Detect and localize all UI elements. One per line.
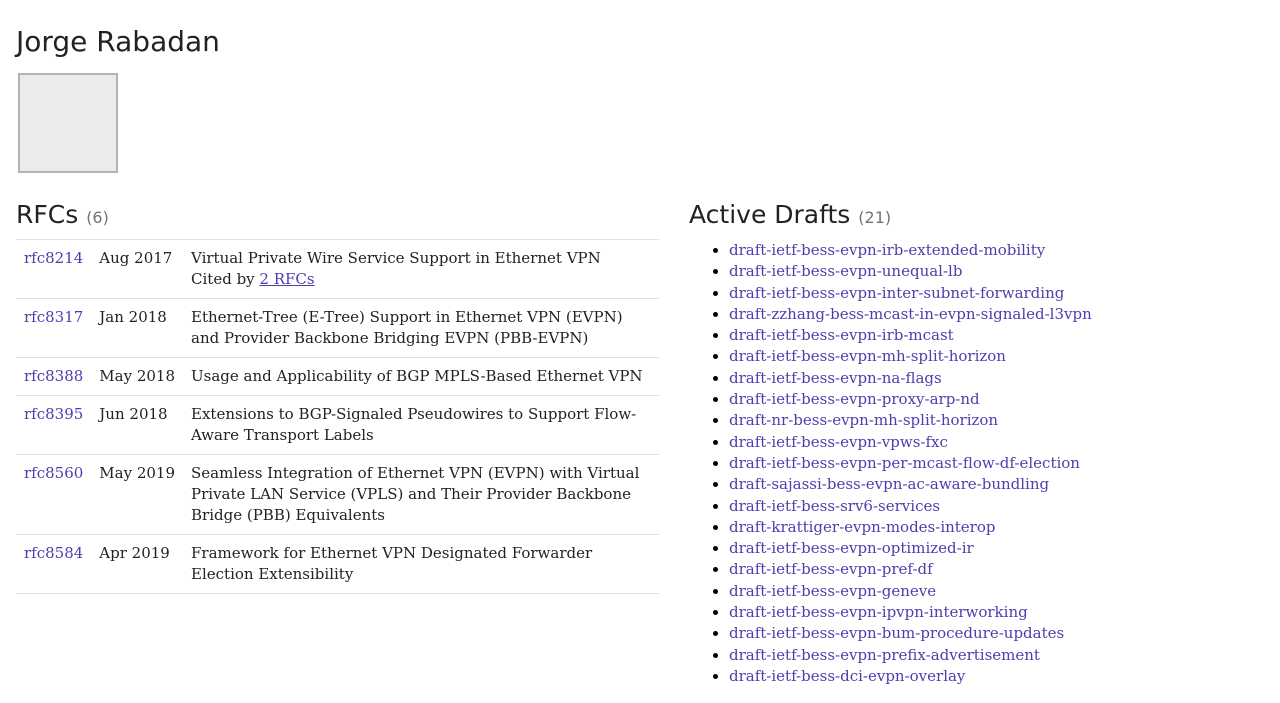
draft-link[interactable]: draft-ietf-bess-evpn-pref-df <box>729 560 933 579</box>
draft-link[interactable]: draft-ietf-bess-evpn-mh-split-horizon <box>729 347 1006 366</box>
list-item <box>729 368 1092 389</box>
draft-link[interactable]: draft-ietf-bess-evpn-vpws-fxc <box>729 432 948 451</box>
draft-link[interactable]: draft-zzhang-bess-mcast-in-evpn-signaled-l3vpn <box>729 304 1092 323</box>
draft-link[interactable]: draft-ietf-bess-evpn-irb-mcast <box>729 326 954 345</box>
table-row <box>16 535 659 594</box>
rfc-title: Extensions to BGP-Signaled Pseudowires to Support Flow-Aware Transport Labels <box>183 396 659 455</box>
list-item <box>729 559 1092 580</box>
list-item <box>729 325 1092 346</box>
rfc-link[interactable]: rfc8395 <box>24 405 84 423</box>
draft-link[interactable]: draft-ietf-bess-evpn-prefix-advertisement <box>729 645 1040 664</box>
table-row <box>16 396 659 455</box>
list-item <box>729 538 1092 559</box>
drafts-heading <box>689 199 891 234</box>
rfc-link[interactable]: rfc8317 <box>24 308 84 326</box>
rfc-date: Apr 2019 <box>91 535 183 594</box>
rfc-title: Seamless Integration of Ethernet VPN (EVPN) with Virtual Private LAN Service (VPLS) and Their Provider Backbone Bridge (PBB) Equivalents <box>183 455 659 535</box>
draft-link[interactable]: draft-ietf-bess-evpn-optimized-ir <box>729 539 974 558</box>
list-item <box>729 240 1092 261</box>
table-row <box>16 299 659 358</box>
rfc-link[interactable]: rfc8388 <box>24 367 84 385</box>
list-item <box>729 283 1092 304</box>
list-item <box>729 432 1092 453</box>
list-item <box>729 410 1092 431</box>
drafts-list <box>689 240 1092 687</box>
rfcs-heading-label: RFCs <box>16 200 79 229</box>
list-item <box>729 666 1092 687</box>
draft-link[interactable]: draft-sajassi-bess-evpn-ac-aware-bundling <box>729 475 1050 494</box>
draft-link[interactable]: draft-ietf-bess-evpn-bum-procedure-updates <box>729 624 1065 643</box>
list-item <box>729 496 1092 517</box>
rfc-date: Jun 2018 <box>91 396 183 455</box>
list-item <box>729 261 1092 282</box>
rfc-date: Aug 2017 <box>91 240 183 299</box>
list-item <box>729 474 1092 495</box>
list-item <box>729 581 1092 602</box>
rfc-title: Usage and Applicability of BGP MPLS-Based Ethernet VPN <box>183 358 659 396</box>
person-name: Jorge Rabadan <box>16 25 220 58</box>
rfc-date: May 2019 <box>91 455 183 535</box>
table-row <box>16 240 659 299</box>
rfc-link[interactable]: rfc8214 <box>24 249 84 267</box>
draft-link[interactable]: draft-ietf-bess-evpn-unequal-lb <box>729 262 963 281</box>
list-item <box>729 453 1092 474</box>
rfc-title: Ethernet-Tree (E-Tree) Support in Ethernet VPN (EVPN) and Provider Backbone Bridging EVPN (PBB-EVPN) <box>183 299 659 358</box>
rfc-link[interactable]: rfc8584 <box>24 544 84 562</box>
draft-link[interactable]: draft-ietf-bess-evpn-ipvpn-interworking <box>729 603 1028 622</box>
cited-by-link[interactable]: 2 RFCs <box>259 270 315 288</box>
list-item <box>729 623 1092 644</box>
rfcs-heading <box>16 199 109 234</box>
rfc-link[interactable]: rfc8560 <box>24 464 84 482</box>
draft-link[interactable]: draft-ietf-bess-srv6-services <box>729 496 941 515</box>
draft-link[interactable]: draft-ietf-bess-dci-evpn-overlay <box>729 666 966 685</box>
list-item <box>729 304 1092 325</box>
rfc-date: May 2018 <box>91 358 183 396</box>
rfc-table <box>16 239 659 594</box>
rfc-date: Jan 2018 <box>91 299 183 358</box>
draft-link[interactable]: draft-ietf-bess-evpn-geneve <box>729 581 937 600</box>
list-item <box>729 517 1092 538</box>
rfcs-count: (6) <box>86 208 109 227</box>
draft-link[interactable]: draft-krattiger-evpn-modes-interop <box>729 517 996 536</box>
drafts-heading-label: Active Drafts <box>689 200 851 229</box>
list-item <box>729 346 1092 367</box>
list-item <box>729 645 1092 666</box>
table-row <box>16 358 659 396</box>
cited-by-label: Cited by <box>191 270 260 288</box>
draft-link[interactable]: draft-ietf-bess-evpn-irb-extended-mobility <box>729 241 1046 259</box>
draft-link[interactable]: draft-ietf-bess-evpn-inter-subnet-forwarding <box>729 283 1065 302</box>
rfc-title-cell <box>183 240 659 299</box>
draft-link[interactable]: draft-ietf-bess-evpn-per-mcast-flow-df-election <box>729 453 1080 472</box>
draft-link[interactable]: draft-nr-bess-evpn-mh-split-horizon <box>729 411 999 430</box>
list-item <box>729 602 1092 623</box>
drafts-count: (21) <box>858 208 892 227</box>
draft-link[interactable]: draft-ietf-bess-evpn-proxy-arp-nd <box>729 390 980 409</box>
list-item <box>729 389 1092 410</box>
table-row <box>16 455 659 535</box>
rfc-title: Virtual Private Wire Service Support in Ethernet VPN <box>191 249 601 267</box>
draft-link[interactable]: draft-ietf-bess-evpn-na-flags <box>729 368 942 387</box>
rfc-title: Framework for Ethernet VPN Designated Forwarder Election Extensibility <box>183 535 659 594</box>
profile-photo <box>18 73 118 173</box>
